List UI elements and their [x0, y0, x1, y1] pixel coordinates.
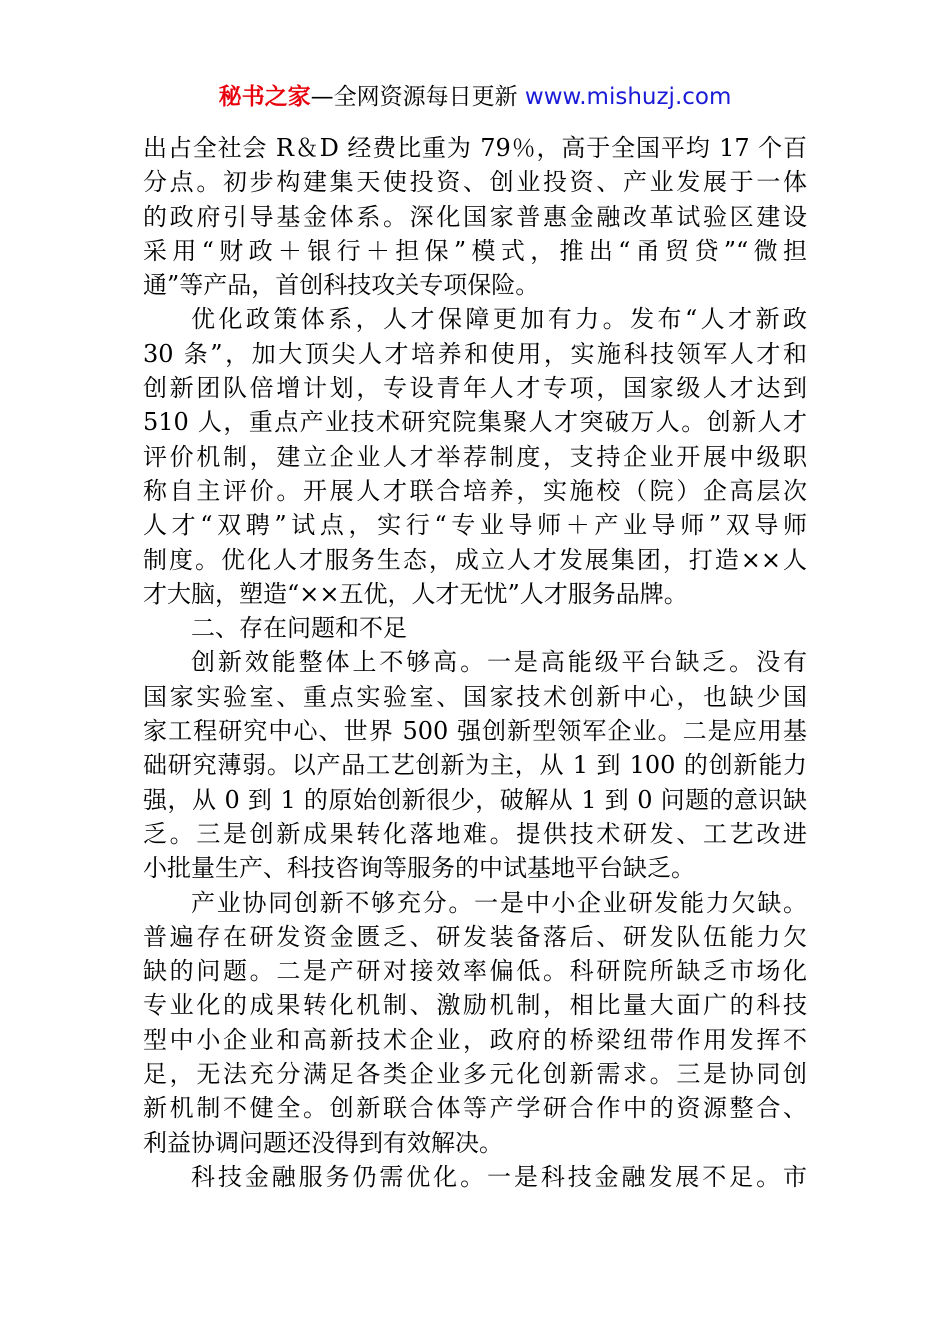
text-line: 采用“财政＋银行＋担保”模式，推出“甬贸贷”“微担 [143, 236, 807, 265]
text-line: 创新效能整体上不够高。一是高能级平台缺乏。没有 [191, 648, 807, 677]
text-line: 新机制不健全。创新联合体等产学研合作中的资源整合、 [143, 1094, 807, 1123]
site-header [0, 81, 950, 113]
site-url-link[interactable]: www.mishuzj.com [524, 84, 732, 110]
document-body [143, 131, 807, 1194]
text-line: 缺的问题。二是产研对接效率偏低。科研院所缺乏市场化 [143, 957, 807, 986]
text-line: 型中小企业和高新技术企业，政府的桥梁纽带作用发挥不 [143, 1025, 807, 1054]
text-line: 强，从 0 到 1 的原始创新很少，破解从 1 到 0 问题的意识缺 [143, 785, 807, 814]
text-line: 足，无法充分满足各类企业多元化创新需求。三是协同创 [143, 1060, 807, 1089]
text-line: 制度。优化人才服务生态，成立人才发展集团，打造××人 [143, 545, 807, 574]
text-line: 家工程研究中心、世界 500 强创新型领军企业。二是应用基 [143, 717, 807, 746]
text-line: 分点。初步构建集天使投资、创业投资、产业发展于一体 [143, 168, 807, 197]
text-line: 通”等产品，首创科技攻关专项保险。 [143, 271, 540, 300]
text-line: 国家实验室、重点实验室、国家技术创新中心，也缺少国 [143, 682, 807, 711]
text-line: 出占全社会 R＆D 经费比重为 79％，高于全国平均 17 个百 [143, 134, 807, 162]
brand-name: 秘书之家 [218, 84, 311, 110]
text-line: 510 人，重点产业技术研究院集聚人才突破万人。创新人才 [143, 408, 807, 437]
text-line: 普遍存在研发资金匮乏、研发装备落后、研发队伍能力欠 [143, 922, 807, 951]
text-line: 二、存在问题和不足 [191, 614, 407, 643]
header-tagline: —全网资源每日更新 [310, 84, 518, 110]
text-line: 优化政策体系，人才保障更加有力。发布“人才新政 [191, 305, 807, 334]
text-line: 科技金融服务仍需优化。一是科技金融发展不足。市 [191, 1162, 807, 1191]
text-line: 创新团队倍增计划，专设青年人才专项，国家级人才达到 [143, 374, 807, 403]
text-line: 30 条”，加大顶尖人才培养和使用，实施科技领军人才和 [143, 339, 807, 368]
text-line: 利益协调问题还没得到有效解决。 [143, 1128, 503, 1157]
text-line: 乏。三是创新成果转化落地难。提供技术研发、工艺改进 [143, 819, 807, 848]
text-line: 才大脑，塑造“××五优，人才无忧”人才服务品牌。 [143, 579, 688, 608]
text-line: 人才“双聘”试点，实行“专业导师＋产业导师”双导师 [143, 511, 807, 540]
text-line: 产业协同创新不够充分。一是中小企业研发能力欠缺。 [191, 888, 807, 917]
text-line: 小批量生产、科技咨询等服务的中试基地平台缺乏。 [143, 854, 695, 883]
text-line: 础研究薄弱。以产品工艺创新为主，从 1 到 100 的创新能力 [143, 751, 807, 780]
text-line: 专业化的成果转化机制、激励机制，相比量大面广的科技 [143, 991, 807, 1020]
text-line: 称自主评价。开展人才联合培养，实施校（院）企高层次 [143, 476, 807, 505]
text-line: 评价机制，建立企业人才举荐制度，支持企业开展中级职 [143, 442, 807, 471]
text-line: 的政府引导基金体系。深化国家普惠金融改革试验区建设 [143, 202, 807, 231]
